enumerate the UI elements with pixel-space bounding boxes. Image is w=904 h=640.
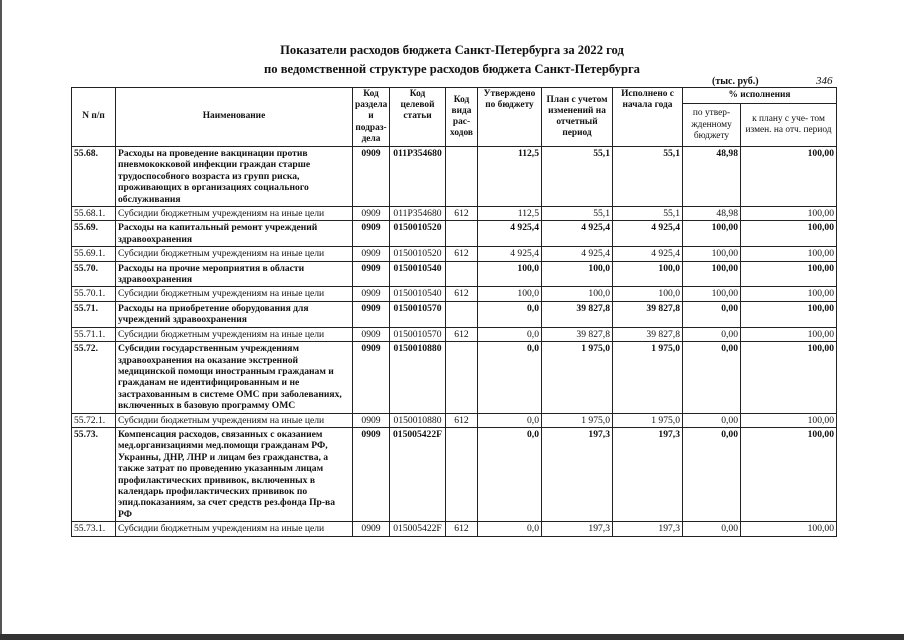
- cell-type: 612: [446, 207, 478, 221]
- cell-target: 0150010880: [390, 413, 446, 427]
- cell-approved: 100,0: [478, 287, 542, 301]
- cell-section: 0909: [353, 221, 390, 247]
- cell-pct-plan: 100,00: [741, 207, 837, 221]
- cell-plan: 1 975,0: [542, 342, 613, 413]
- cell-executed: 55,1: [613, 147, 683, 207]
- cell-target: 0150010540: [390, 261, 446, 287]
- cell-approved: 0,0: [478, 301, 542, 327]
- cell-approved: 100,0: [478, 261, 542, 287]
- header-approved: Утверждено по бюджету: [478, 88, 542, 147]
- cell-plan: 4 925,4: [542, 221, 613, 247]
- cell-executed: 100,0: [613, 287, 683, 301]
- cell-section: 0909: [353, 522, 390, 536]
- cell-section: 0909: [353, 413, 390, 427]
- cell-num: 55.72.: [72, 342, 116, 413]
- cell-executed: 100,0: [613, 261, 683, 287]
- cell-pct-plan: 100,00: [741, 261, 837, 287]
- table-row: [72, 287, 837, 301]
- cell-executed: 197,3: [613, 427, 683, 521]
- page-number: 346: [816, 75, 833, 87]
- cell-target: 0150010570: [390, 327, 446, 341]
- cell-pct-approved: 48,98: [683, 207, 741, 221]
- title-line-2: по ведомственной структуре расходов бюджета Санкт-Петербурга: [264, 62, 640, 76]
- header-plan: План с учетом изменений на отчетный период: [542, 88, 613, 147]
- cell-executed: 39 827,8: [613, 301, 683, 327]
- cell-target: 0150010520: [390, 221, 446, 247]
- table-row: [72, 342, 837, 413]
- cell-section: 0909: [353, 342, 390, 413]
- cell-plan: 55,1: [542, 147, 613, 207]
- cell-executed: 1 975,0: [613, 342, 683, 413]
- cell-name: Расходы на прочие мероприятия в области здравоохранения: [116, 261, 353, 287]
- cell-name: Субсидии бюджетным учреждениям на иные цели: [116, 207, 353, 221]
- cell-section: 0909: [353, 287, 390, 301]
- cell-pct-plan: 100,00: [741, 301, 837, 327]
- cell-target: 011P354680: [390, 207, 446, 221]
- cell-pct-plan: 100,00: [741, 287, 837, 301]
- cell-approved: 4 925,4: [478, 247, 542, 261]
- cell-target: 0150010570: [390, 301, 446, 327]
- cell-executed: 197,3: [613, 522, 683, 536]
- cell-approved: 0,0: [478, 522, 542, 536]
- table-row: [72, 413, 837, 427]
- cell-name: Расходы на капитальный ремонт учреждений здравоохранения: [116, 221, 353, 247]
- cell-name: Расходы на приобретение оборудования для учреждений здравоохранения: [116, 301, 353, 327]
- header-target: Код целевой статьи: [390, 88, 446, 147]
- header-pct-plan: к плану с уче- том измен. на отч. период: [741, 104, 837, 147]
- table-row: [72, 207, 837, 221]
- cell-num: 55.71.1.: [72, 327, 116, 341]
- cell-pct-plan: 100,00: [741, 342, 837, 413]
- header-percent: % исполнения: [683, 88, 837, 104]
- cell-num: 55.68.: [72, 147, 116, 207]
- page-title: [0, 41, 904, 79]
- cell-pct-approved: 0,00: [683, 327, 741, 341]
- cell-pct-plan: 100,00: [741, 221, 837, 247]
- cell-pct-plan: 100,00: [741, 522, 837, 536]
- cell-approved: 0,0: [478, 327, 542, 341]
- scan-left-edge: [0, 0, 2, 640]
- table-row: [72, 221, 837, 247]
- cell-section: 0909: [353, 427, 390, 521]
- cell-section: 0909: [353, 207, 390, 221]
- cell-type: [446, 147, 478, 207]
- cell-pct-approved: 0,00: [683, 301, 741, 327]
- cell-target: 0150010520: [390, 247, 446, 261]
- header-pct-approved: по утвер- жденному бюджету: [683, 104, 741, 147]
- cell-name: Субсидии бюджетным учреждениям на иные цели: [116, 287, 353, 301]
- table-row: [72, 301, 837, 327]
- cell-plan: 197,3: [542, 427, 613, 521]
- cell-plan: 39 827,8: [542, 301, 613, 327]
- cell-pct-approved: 0,00: [683, 342, 741, 413]
- cell-approved: 112,5: [478, 207, 542, 221]
- cell-executed: 39 827,8: [613, 327, 683, 341]
- cell-type: 612: [446, 413, 478, 427]
- table-row: [72, 327, 837, 341]
- cell-plan: 55,1: [542, 207, 613, 221]
- cell-target: 0150010540: [390, 287, 446, 301]
- table-row: [72, 147, 837, 207]
- cell-section: 0909: [353, 261, 390, 287]
- cell-plan: 39 827,8: [542, 327, 613, 341]
- cell-name: Субсидии бюджетным учреждениям на иные цели: [116, 247, 353, 261]
- cell-approved: 0,0: [478, 427, 542, 521]
- cell-name: Компенсация расходов, связанных с оказанием мед.организациями мед.помощи гражданам РФ, Украины, ДНР, ЛНР и лицам без гражданства, а также затрат по проведению указанным лицам профилактических прививок, включенных в календарь профилактических прививок по эпид.показаниям, за счет средств рез.фонда Пр-ва РФ: [116, 427, 353, 521]
- header-num: N п/п: [72, 88, 116, 147]
- header-executed: Исполнено с начала года: [613, 88, 683, 147]
- table-row: [72, 522, 837, 536]
- cell-approved: 4 925,4: [478, 221, 542, 247]
- cell-type: [446, 427, 478, 521]
- cell-num: 55.73.: [72, 427, 116, 521]
- cell-num: 55.69.: [72, 221, 116, 247]
- cell-name: Субсидии бюджетным учреждениям на иные цели: [116, 522, 353, 536]
- cell-num: 55.72.1.: [72, 413, 116, 427]
- cell-num: 55.70.: [72, 261, 116, 287]
- budget-table: [71, 87, 837, 537]
- cell-executed: 1 975,0: [613, 413, 683, 427]
- cell-executed: 55,1: [613, 207, 683, 221]
- cell-pct-approved: 100,00: [683, 221, 741, 247]
- cell-executed: 4 925,4: [613, 247, 683, 261]
- cell-approved: 0,0: [478, 413, 542, 427]
- cell-plan: 1 975,0: [542, 413, 613, 427]
- cell-num: 55.68.1.: [72, 207, 116, 221]
- cell-type: 612: [446, 327, 478, 341]
- cell-name: Субсидии бюджетным учреждениям на иные цели: [116, 327, 353, 341]
- table-row: [72, 261, 837, 287]
- cell-plan: 4 925,4: [542, 247, 613, 261]
- cell-plan: 197,3: [542, 522, 613, 536]
- cell-section: 0909: [353, 327, 390, 341]
- header-type: Код вида рас- ходов: [446, 88, 478, 147]
- cell-pct-plan: 100,00: [741, 327, 837, 341]
- cell-name: Субсидии государственным учреждениям здравоохранения на оказание экстренной медицинской помощи иностранным гражданам и гражданам не идентифицированным и не застрахованным в системе ОМС при заболеваниях, включенных в базовую программу ОМС: [116, 342, 353, 413]
- cell-name: Субсидии бюджетным учреждениям на иные цели: [116, 413, 353, 427]
- cell-target: 0150010880: [390, 342, 446, 413]
- cell-target: 015005422F: [390, 522, 446, 536]
- header-row-1: [72, 88, 837, 104]
- cell-type: [446, 261, 478, 287]
- cell-target: 015005422F: [390, 427, 446, 521]
- cell-pct-approved: 0,00: [683, 522, 741, 536]
- cell-name: Расходы на проведение вакцинации против пневмококковой инфекции граждан старше трудоспособного возраста из групп риска, проживающих в организациях социального обслуживания: [116, 147, 353, 207]
- cell-pct-approved: 0,00: [683, 427, 741, 521]
- header-name: Наименование: [116, 88, 353, 147]
- scan-bottom-edge: [0, 634, 904, 640]
- units-label: (тыс. руб.): [712, 76, 759, 87]
- cell-num: 55.70.1.: [72, 287, 116, 301]
- cell-type: 612: [446, 287, 478, 301]
- cell-pct-plan: 100,00: [741, 413, 837, 427]
- cell-section: 0909: [353, 247, 390, 261]
- cell-executed: 4 925,4: [613, 221, 683, 247]
- cell-approved: 0,0: [478, 342, 542, 413]
- cell-pct-plan: 100,00: [741, 427, 837, 521]
- cell-pct-approved: 100,00: [683, 247, 741, 261]
- table-row: [72, 427, 837, 521]
- cell-num: 55.69.1.: [72, 247, 116, 261]
- cell-plan: 100,0: [542, 287, 613, 301]
- cell-type: [446, 301, 478, 327]
- header-section: Код раздела и подраз- дела: [353, 88, 390, 147]
- title-line-1: Показатели расходов бюджета Санкт-Петербурга за 2022 год: [280, 43, 624, 57]
- cell-num: 55.71.: [72, 301, 116, 327]
- cell-plan: 100,0: [542, 261, 613, 287]
- cell-approved: 112,5: [478, 147, 542, 207]
- cell-section: 0909: [353, 147, 390, 207]
- cell-section: 0909: [353, 301, 390, 327]
- cell-type: 612: [446, 522, 478, 536]
- cell-target: 011P354680: [390, 147, 446, 207]
- cell-type: [446, 221, 478, 247]
- cell-pct-approved: 48,98: [683, 147, 741, 207]
- cell-pct-approved: 0,00: [683, 413, 741, 427]
- cell-pct-approved: 100,00: [683, 287, 741, 301]
- table-row: [72, 247, 837, 261]
- cell-type: [446, 342, 478, 413]
- cell-num: 55.73.1.: [72, 522, 116, 536]
- cell-pct-plan: 100,00: [741, 247, 837, 261]
- cell-type: 612: [446, 247, 478, 261]
- table-body: [72, 147, 837, 537]
- cell-pct-plan: 100,00: [741, 147, 837, 207]
- cell-pct-approved: 100,00: [683, 261, 741, 287]
